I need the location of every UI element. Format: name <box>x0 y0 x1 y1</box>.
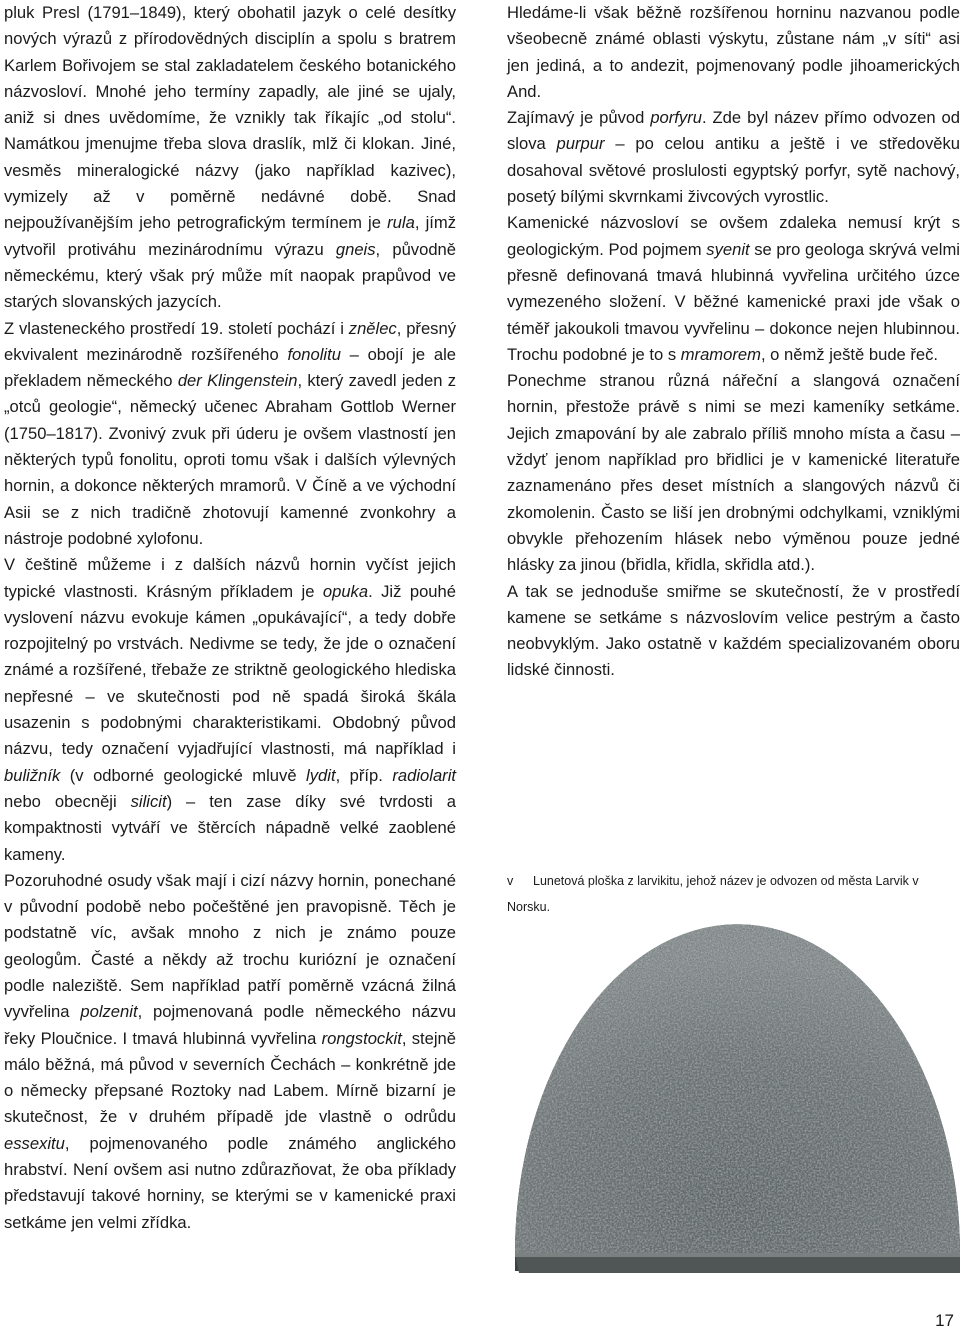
italic-term: fonolitu <box>287 344 341 364</box>
italic-term: rongstockit <box>321 1028 402 1048</box>
text-run: nebo obecněji <box>4 791 131 811</box>
stone-svg <box>505 905 960 1285</box>
italic-term: mramorem <box>680 344 761 364</box>
text-run: ) – ten zase díky své tvrdosti a kompaktnosti vytváří ve štěrcích nápadně velké zaoblené kameny. <box>4 791 456 864</box>
italic-term: gneis <box>335 239 376 259</box>
italic-term: essexitu <box>4 1133 65 1153</box>
text-run: Ponechme stranou různá nářeční a slangová označení hornin, přestože právě s nimi se mezi kameníky setkáme. Jejich zmapování by ale zabralo příliš mnoho místa a času – vždyť jenom například pro břidlici je v kamenické literatuře zaznamenáno přes deset místních a slangových názvů či zkomolenin. Často se liší jen drobnými odchylkami, vzniklými obvykle přehozením hlásek nebo výměnou pouze jedné hlásky za jinou (břidla, křidla, skřidla atd.). <box>507 371 960 575</box>
text-run: – obojí je ale překladem německého <box>4 344 456 391</box>
text-run: , příp. <box>335 765 393 785</box>
italic-term: buližník <box>4 765 61 785</box>
text-run: Pozoruhodné osudy však mají i cizí názvy hornin, ponechané v původní podobě nebo počeštěné jen pravopisně. Těch je podstatně víc, avšak mnoho z nich je známo pouze geologům. Časté a někdy až trochu kuriózní je označení podle naleziště. Sem například patří poměrně vzácná žilná vyvřelina <box>4 870 456 1022</box>
text-run: , pojmenovaná podle německého názvu řeky Ploučnice. I tmavá hlubinná vyvřelina <box>4 1002 456 1048</box>
caption-text: Lunetová ploška z larvikitu, jehož název je odvozen od města Larvik v Norsku. <box>507 874 919 914</box>
text-run: pluk Presl (1791–1849), který obohatil jazyk o celé desítky nových výrazů z přírodovědných disciplín a spolu s bratrem Karlem Bořivojem se stal zakladatelem českého botanického názvosloví. Mnohé jeho termíny zapadly, ale jiné se ujaly, aniž si dnes uvědomíme, že vznikly tak říkajíc „od stolu“. Namátkou jmenujme třeba slova draslík, mlž či klokan. Jiné, vesměs mineralogické názvy (jako například kazivec), vymizely až v poměrně nedávné době. Snad nejpoužívanějším jeho petrografickým termínem je <box>4 3 456 233</box>
text-run: . Zde byl název přímo odvozen od slova <box>507 108 960 154</box>
larvikite-stone-image <box>505 905 960 1285</box>
right-paragraph-1 <box>507 0 960 105</box>
text-run: Hledáme-li však běžně rozšířenou horninu nazvanou podle všeobecně známé oblasti výskytu, zůstane nám „v síti“ asi jen jediná, a to andezit, pojmenovaný podle jihoamerických And. <box>507 3 960 101</box>
text-run: , pojmenovaného podle známého anglického hrabství. Není ovšem asi nutno zdůrazňovat, že oba příklady představují takové horniny, se kterými se v kamenické praxi setkáme jen velmi zřídka. <box>4 1133 456 1232</box>
text-run: , přesný ekvivalent mezinárodně rozšířeného <box>4 318 456 364</box>
text-run: . Již pouhé vyslovení názvu evokuje kámen „opukávající“, a tedy dobře rozpojitelný po vrstvách. Nedivme se tedy, že jde o označení známé a rozšířené, třebaže ze striktně geologického hlediska nepřesné – ve skutečnosti pod ně spadá široká škála usazenin s podobnými charakteristikami. Obdobný původ názvu, tedy označení vyjadřující vlastnosti, má například i <box>4 581 456 759</box>
text-run: A tak se jednoduše smiřme se skutečností, že v prostředí kamene se setkáme s názvoslovím velice pestrým a často neobvyklým. Jako ostatně v každém specializovaném oboru lidské činnosti. <box>507 581 960 680</box>
left-paragraph-1 <box>4 0 456 316</box>
left-paragraph-4 <box>4 868 456 1236</box>
italic-term: porfyru <box>650 108 702 128</box>
text-run: Z vlasteneckého prostředí 19. století pochází i <box>4 318 349 338</box>
italic-term: opuka <box>322 581 369 601</box>
text-run: , jímž vytvořil protiváhu mezinárodnímu výrazu <box>4 213 457 259</box>
italic-term: der Klingenstein <box>177 371 298 391</box>
right-column <box>507 0 960 684</box>
right-paragraph-3 <box>507 210 960 368</box>
italic-term: purpur <box>556 134 605 154</box>
caption-marker: v <box>507 874 514 888</box>
page-number: 17 <box>935 1311 954 1330</box>
text-run: , o němž ještě bude řeč. <box>760 344 939 364</box>
italic-term: polzenit <box>80 1002 138 1022</box>
italic-term: rula <box>387 213 415 233</box>
text-run: , který zavedl jeden z „otců geologie“, německý učenec Abraham Gottlob Werner (1750–1817). Zvonivý zvuk při úderu je ovšem vlastností jen některých typů fonolitu, oproti tomu však i dalších výlevných hornin, a dokonce některých mramorů. V Číně a ve východní Asii se z nich tradičně zhotovují kamenné zvonkohry a nástroje podobné xylofonu. <box>4 371 457 548</box>
text-run: se pro geologa skrývá velmi přesně definovaná tmavá hlubinná vyvřelina určitého úzce vymezeného složení. V běžné kamenické praxi jde však o téměř jakoukoli tmavou vyvřelinu – dokonce nejen hlubinnou. Trochu podobné je to s <box>507 239 960 364</box>
left-column <box>4 0 456 1236</box>
text-run: (v odborné geologické mluvě <box>60 765 307 785</box>
text-run: , původně německému, který však prý může mít naopak prapůvod ve starých slovanských jazycích. <box>4 239 457 312</box>
right-paragraph-4 <box>507 368 960 578</box>
text-run: V češtině můžeme i z dalších názvů hornin vyčíst jejich typické vlastnosti. Krásným příkladem je <box>4 555 456 601</box>
text-run: Kamenické názvosloví se ovšem zdaleka nemusí krýt s geologickým. Pod pojmem <box>507 213 960 259</box>
italic-term: lydit <box>306 765 336 785</box>
left-paragraph-2 <box>4 316 456 553</box>
italic-term: syenit <box>706 239 750 259</box>
right-paragraph-2 <box>507 105 960 210</box>
text-run: Zajímavý je původ <box>507 108 651 128</box>
text-run: – po celou antiku a ještě i ve středověku dosahoval světové proslulosti egyptský porfyr, sytě nachový, posetý bílými skvrnkami živcových vyrostlic. <box>507 134 960 207</box>
text-run: , stejně málo běžná, má původ v severních Čechách – konkrétně jde o německy přepsané Roztoky nad Labem. Mírně bizarní je skutečnost, že v druhém případě jde vlastně o odrůdu <box>4 1028 456 1127</box>
left-paragraph-3 <box>4 552 456 868</box>
italic-term: znělec <box>348 318 397 338</box>
italic-term: silicit <box>130 791 167 811</box>
right-paragraph-5 <box>507 579 960 684</box>
italic-term: radiolarit <box>392 765 456 785</box>
